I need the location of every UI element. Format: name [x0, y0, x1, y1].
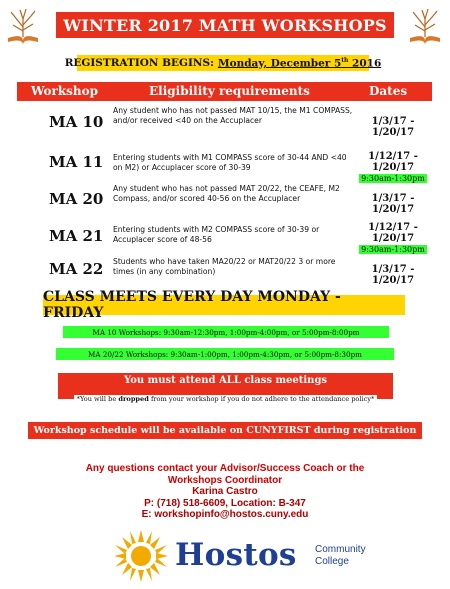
sun-logo-icon — [110, 528, 172, 584]
eligibility-text: Entering students with M1 COMPASS score of 30-44 AND <40 on M2) or Accuplacer score of 30-39 — [113, 153, 347, 172]
page-title — [56, 12, 394, 38]
table-header — [17, 82, 432, 101]
contact-block — [40, 463, 410, 521]
attendance-note: *You will be dropped from your workshop if you do not adhere to the attendance policy* — [74, 395, 378, 403]
class-meets-banner: CLASS MEETS EVERY DAY MONDAY - FRIDAY — [43, 295, 405, 315]
registration-label: REGISTRATION BEGINS: — [64, 57, 214, 69]
workshop-code: MA 21 — [49, 227, 104, 245]
header-workshop: Workshop — [31, 84, 99, 98]
workshop-code: MA 11 — [49, 153, 104, 171]
eligibility-text: Entering students with M2 COMPASS score of 30-39 or Accuplacer score of 48-56 — [113, 225, 320, 244]
schedule-notice: Workshop schedule will be available on CUNYFIRST during registration — [28, 422, 422, 439]
workshop-dates: 1/3/17 - 1/20/17 — [371, 116, 415, 138]
contact-email: E: workshopinfo@hostos.cuny.edu — [141, 509, 309, 520]
workshop-dates: 1/3/17 - 1/20/17 — [371, 264, 415, 286]
coordinator-name: Karina Castro — [192, 486, 258, 497]
workshop-dates: 1/3/17 - 1/20/17 — [371, 193, 415, 215]
registration-date: Monday, December 5th 2016 — [217, 56, 382, 70]
workshop-code: MA 10 — [49, 113, 104, 131]
workshop-dates: 1/12/17 - 1/20/17 9:30am-1:30pm — [361, 151, 425, 183]
contact-line-2: Workshops Coordinator — [167, 474, 283, 486]
attendance-notice — [58, 373, 393, 403]
workshop-code: MA 20 — [49, 190, 104, 208]
logo-name: Hostos — [175, 537, 297, 573]
contact-line-1: Any questions contact your Advisor/Success Coach or the — [85, 463, 365, 474]
registration-banner — [64, 55, 382, 71]
tree-book-icon — [4, 5, 42, 47]
eligibility-text: Any student who has not passed MAT 20/22, the CEAFE, M2 Compass, and/or scored 40-56 on the Accuplacer — [113, 184, 340, 203]
workshop-time: 9:30am-1:30pm — [361, 245, 425, 254]
attendance-heading: You must attend ALL class meetings — [123, 375, 328, 386]
page-title-text: WINTER 2017 MATH WORKSHOPS — [63, 15, 387, 35]
workshop-time: 9:30am-1:30pm — [361, 174, 425, 183]
ma10-schedule: MA 10 Workshops: 9:30am-12:30pm, 1:00pm-4:00pm, or 5:00pm-8:00pm — [63, 326, 389, 338]
ma20-schedule: MA 20/22 Workshops: 9:30am-1:00pm, 1:00pm-4:30pm, or 5:00pm-8:30pm — [56, 348, 394, 360]
header-eligibility: Eligibility requirements — [149, 84, 310, 98]
workshop-code: MA 22 — [49, 260, 104, 278]
contact-phone: P: (718) 518-6609, Location: B-347 — [144, 497, 306, 509]
logo-subtitle: Community College — [315, 544, 366, 567]
tree-book-icon — [406, 5, 444, 47]
eligibility-text: Any student who has not passed MAT 10/15, the M1 COMPASS, and/or received <40 on the Accuplacer — [113, 106, 353, 125]
workshop-dates: 1/12/17 - 1/20/17 9:30am-1:30pm — [361, 222, 425, 254]
eligibility-text: Students who have taken MA20/22 or MAT20/22 3 or more times (in any combination) — [113, 257, 336, 276]
header-dates: Dates — [369, 84, 408, 98]
